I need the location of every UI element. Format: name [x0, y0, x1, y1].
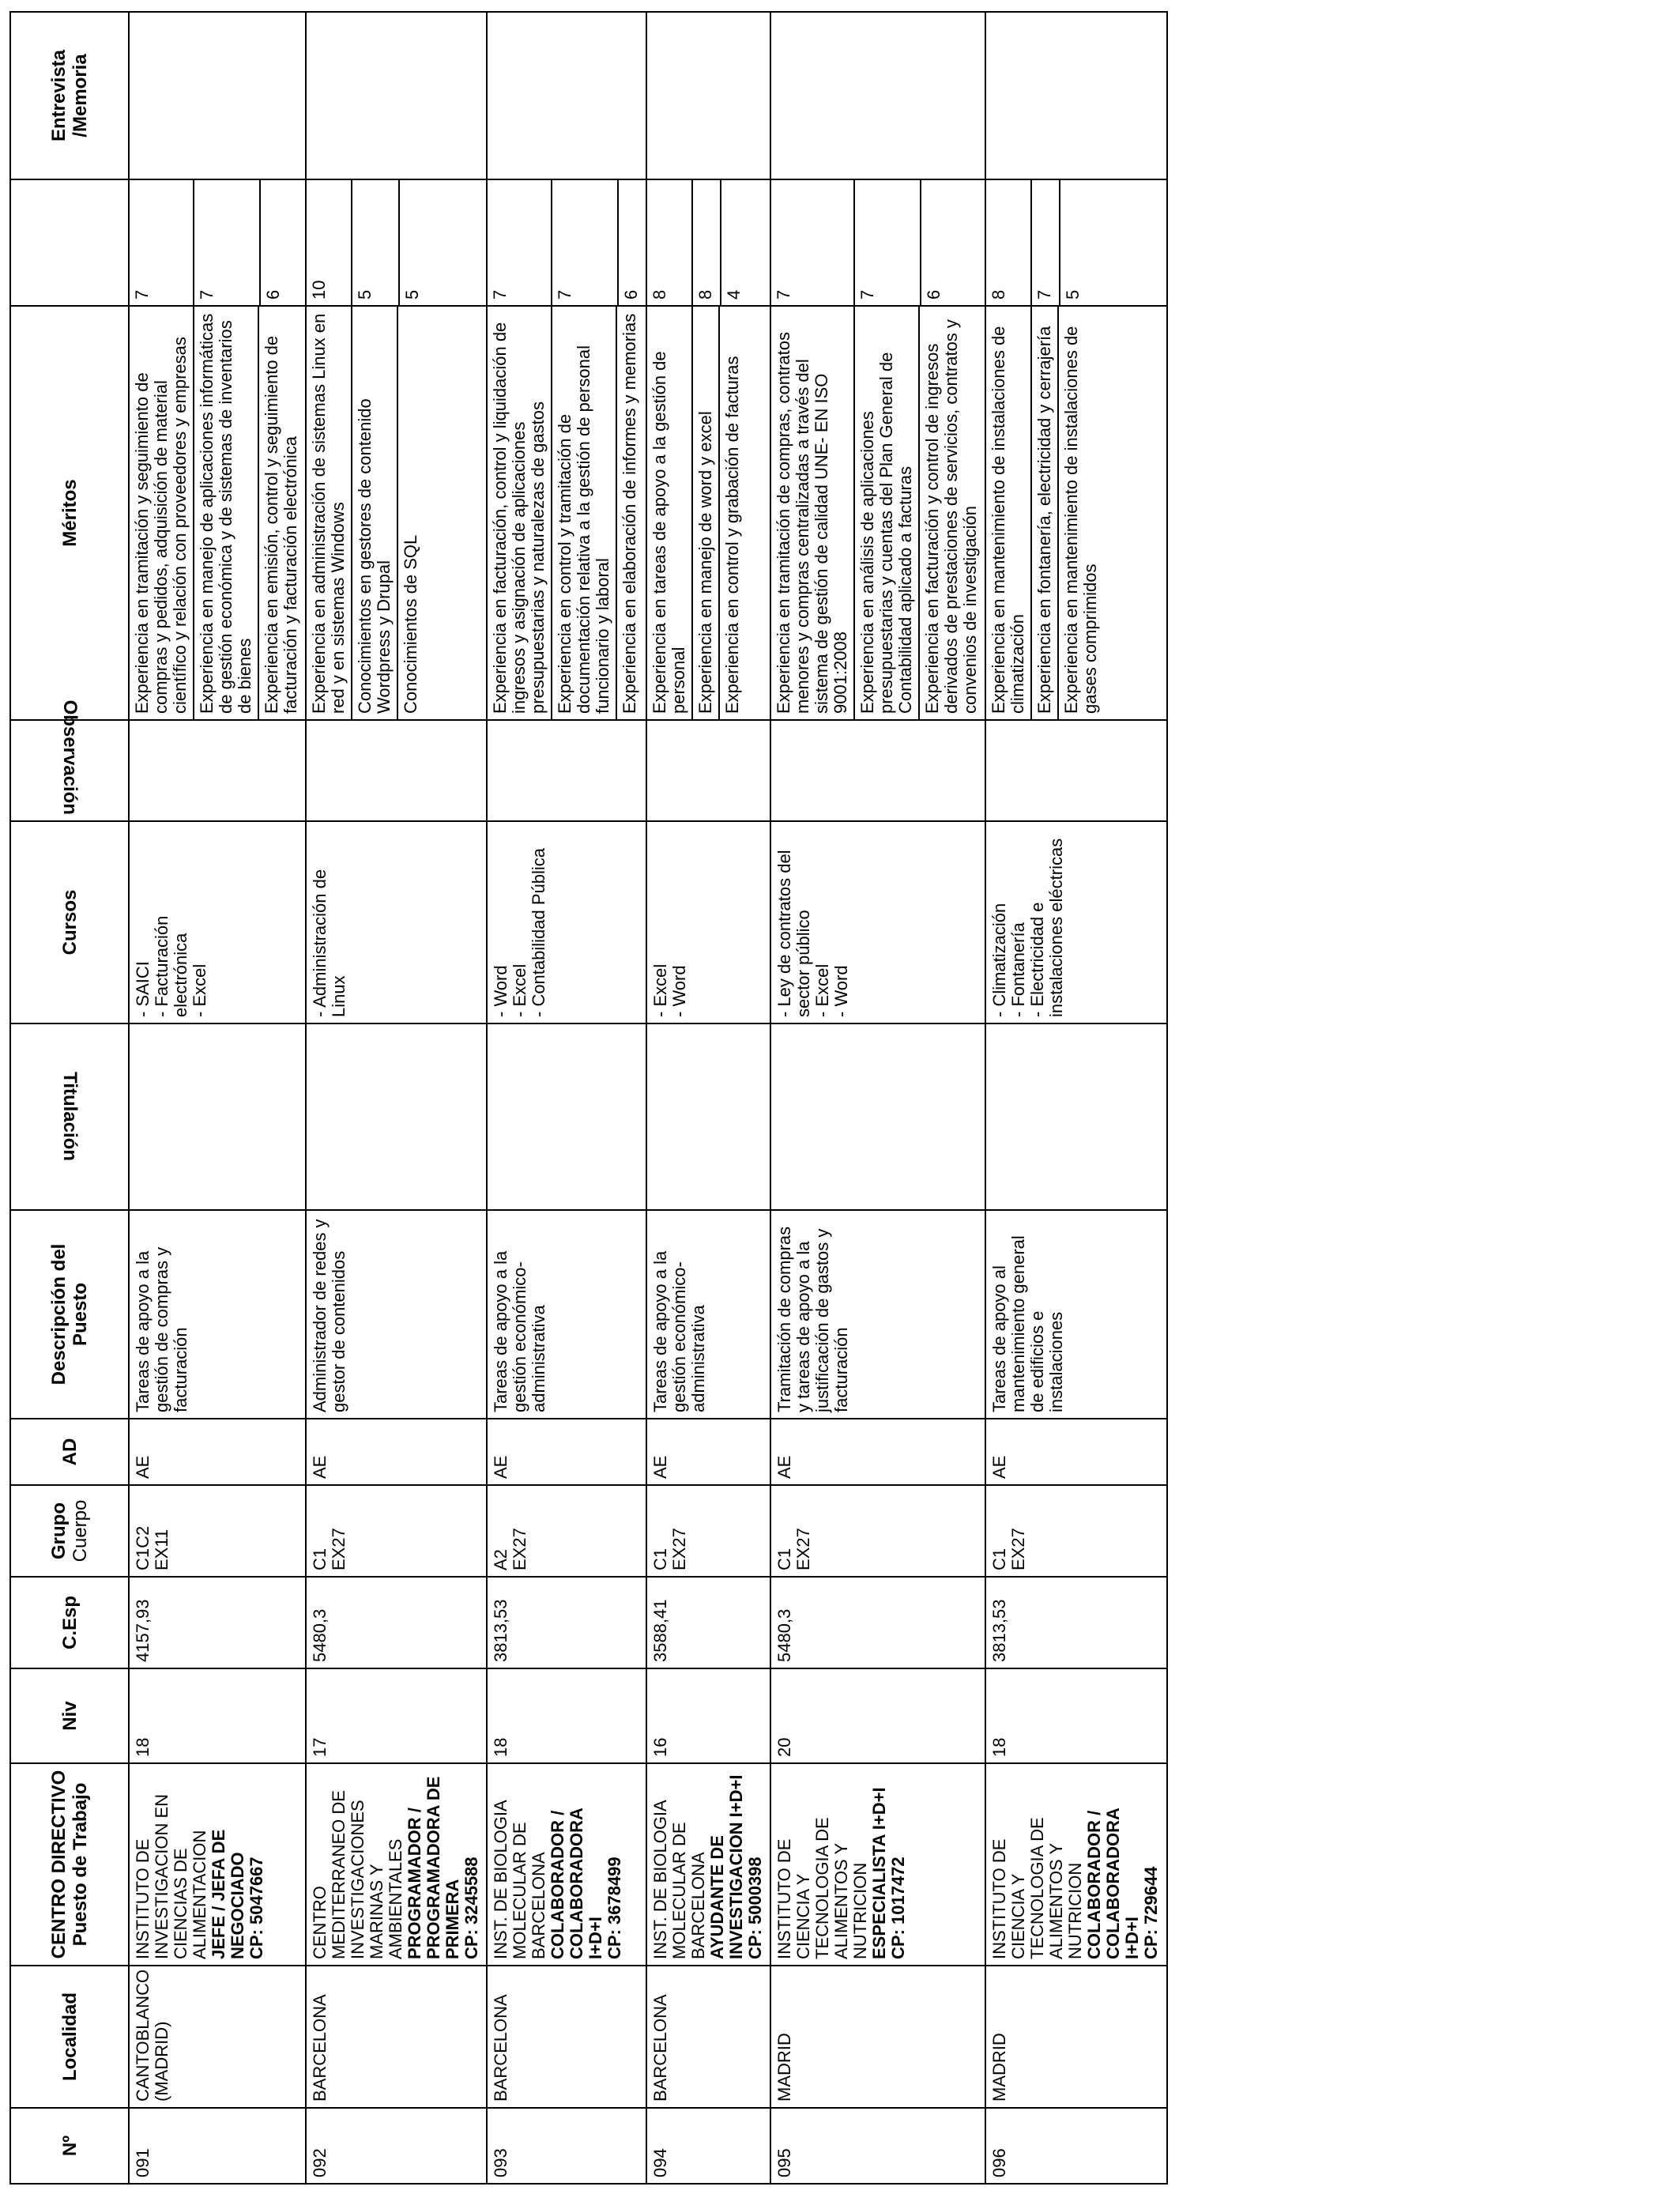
row-entrevista: [770, 12, 985, 179]
merito-item: Experiencia en control y grabación de facturas: [718, 307, 770, 719]
header-grupo-title: Grupo: [48, 1502, 70, 1559]
table-row: [770, 12, 985, 2184]
header-localidad: Localidad: [10, 1966, 129, 2108]
cuerpo-value: EX27: [793, 1528, 814, 1570]
header-centro-title: CENTRO DIRECTIVO: [48, 1770, 70, 1959]
row-puntos: [985, 179, 1167, 306]
table-row: [306, 12, 488, 2184]
header-observacion-label: Observación: [58, 699, 81, 815]
row-nivel: 18: [129, 1668, 306, 1763]
row-localidad: BARCELONA: [306, 1966, 488, 2108]
row-observacion: [646, 720, 770, 821]
merito-points: 5: [351, 180, 398, 305]
row-complemento: 3813,53: [985, 1577, 1167, 1668]
merito-points: 7: [490, 289, 510, 300]
row-entrevista: [129, 12, 306, 179]
merito-item: Experiencia en administración de sistemas Linux en red y en sistemas Windows: [308, 313, 348, 714]
header-entrevista: Entrevista /Memoria: [10, 12, 129, 179]
row-complemento: 3588,41: [646, 1577, 770, 1668]
puntos-list: [986, 180, 1166, 305]
row-grupo: [487, 1485, 646, 1577]
row-observacion: [129, 720, 306, 821]
row-ad: AE: [985, 1419, 1167, 1485]
meritos-list: [647, 307, 770, 719]
merito-item: Experiencia en elaboración de informes y memorias: [616, 307, 646, 719]
curso-item: - Word: [831, 965, 852, 1017]
cp-code: CP: 5047667: [247, 1857, 266, 1959]
header-num: Nº: [10, 2108, 129, 2184]
table-row: [487, 12, 646, 2184]
header-grupo-sub: Cuerpo: [70, 1499, 91, 1563]
header-pts: [10, 179, 129, 306]
puntos-list: [307, 180, 487, 305]
row-centro: [770, 1763, 985, 1966]
row-centro: [306, 1763, 488, 1966]
header-centro-sub: Puesto de Trabajo: [70, 1782, 91, 1947]
centro-name: INST. DE BIOLOGIA MOLECULAR DE BARCELONA: [491, 1800, 549, 1959]
merito-points: 7: [193, 180, 259, 305]
cuerpo-value: EX27: [328, 1528, 348, 1570]
curso-item: - Electricidad e instalaciones eléctricas: [1027, 838, 1067, 1017]
merito-points: 6: [259, 180, 305, 305]
row-titulacion: [770, 1023, 985, 1210]
row-meritos: [985, 306, 1167, 720]
row-grupo: [306, 1485, 488, 1577]
header-centro: [10, 1763, 129, 1966]
row-puntos: [487, 179, 646, 306]
merito-item: Experiencia en facturación y control de ingresos derivados de prestaciones de servicios, contratos y convenios de investigación: [918, 307, 985, 719]
merito-points: 5: [398, 180, 487, 305]
centro-name: INSTITUTO DE CIENCIA Y TECNOLOGIA DE ALIMENTOS Y NUTRICION: [989, 1817, 1086, 1959]
merito-item: Experiencia en fontanería, electricidad y cerrajería: [1030, 307, 1057, 719]
cp-code: CP: 5000398: [744, 1857, 765, 1959]
puesto-name: COLABORADOR / COLABORADORA I+D+I: [1084, 1808, 1143, 1959]
centro-name: INST. DE BIOLOGIA MOLECULAR DE BARCELONA: [650, 1800, 708, 1959]
header-titulacion: [10, 1023, 129, 1210]
row-localidad: BARCELONA: [646, 1966, 770, 2108]
meritos-list: [130, 307, 305, 719]
meritos-list: [771, 307, 985, 719]
row-localidad: CANTOBLANCO (MADRID): [129, 1966, 306, 2108]
row-entrevista: [487, 12, 646, 179]
cp-code: CP: 3678499: [605, 1857, 625, 1959]
row-number: 092: [306, 2108, 488, 2184]
merito-points: 7: [1030, 180, 1059, 305]
row-observacion: [770, 720, 985, 821]
row-meritos: [306, 306, 488, 720]
centro-name: INSTITUTO DE INVESTIGACION EN CIENCIAS DE ALIMENTACION: [133, 1793, 209, 1959]
cuerpo-value: EX11: [152, 1529, 171, 1570]
meritos-list: [986, 307, 1166, 719]
merito-points: 8: [649, 289, 669, 300]
header-grupo: [10, 1485, 129, 1577]
merito-item: Experiencia en emisión, control y seguimiento de facturación y facturación electrónica: [258, 307, 305, 719]
row-observacion: [487, 720, 646, 821]
puesto-name: COLABORADOR / COLABORADORA I+D+I: [548, 1808, 606, 1959]
puesto-name: PROGRAMADOR / PROGRAMADORA DE PRIMERA: [404, 1776, 462, 1959]
merito-points: 7: [774, 289, 794, 300]
row-grupo: [129, 1485, 306, 1577]
centro-name: INSTITUTO DE CIENCIA Y TECNOLOGIA DE ALIMENTOS Y NUTRICION: [774, 1817, 871, 1959]
table-row: [129, 12, 306, 2184]
row-meritos: [770, 306, 985, 720]
merito-item: Experiencia en tramitación de compras, contratos menores y compras centralizadas a través del sistema de gestión de calidad UNE- EN ISO 9001:2008: [774, 331, 851, 714]
row-nivel: 18: [985, 1668, 1167, 1763]
puesto-name: JEFE / JEFA DE NEGOCIADO: [209, 1829, 247, 1959]
row-localidad: MADRID: [770, 1966, 985, 2108]
row-nivel: 17: [306, 1668, 488, 1763]
centro-name: CENTRO MEDITERRANEO DE INVESTIGACIONES MARINAS Y AMBIENTALES: [309, 1790, 405, 1959]
merito-points: 8: [989, 289, 1009, 300]
puesto-name: ESPECIALISTA I+D+I: [869, 1787, 890, 1959]
cp-code: CP: 3245588: [461, 1857, 481, 1959]
merito-points: 4: [720, 180, 770, 305]
row-cursos: [306, 821, 488, 1023]
meritos-list: [307, 307, 487, 719]
curso-item: - Fontanería: [1008, 922, 1029, 1017]
row-puntos: [646, 179, 770, 306]
row-entrevista: [646, 12, 770, 179]
merito-item: Experiencia en análisis de aplicaciones presupuestarias y cuentas del Plan General de Contabilidad aplicado a facturas: [853, 307, 918, 719]
row-grupo: [770, 1485, 985, 1577]
puntos-list: [130, 180, 305, 305]
row-descripcion: Tareas de apoyo a la gestión económico-administrativa: [646, 1210, 770, 1419]
header-cursos: Cursos: [10, 821, 129, 1023]
cuerpo-value: EX27: [669, 1528, 689, 1570]
merito-item: Experiencia en tramitación y seguimiento de compras y pedidos, adquisición de material científico y relación con proveedores y empresas: [132, 337, 190, 714]
header-ad: AD: [10, 1419, 129, 1485]
merito-item: Experiencia en mantenimiento de instalaciones de gases comprimidos: [1057, 307, 1166, 719]
row-ad: AE: [306, 1419, 488, 1485]
row-number: 095: [770, 2108, 985, 2184]
merito-item: Experiencia en manejo de word y excel: [691, 307, 718, 719]
merito-points: 6: [920, 180, 985, 305]
cp-code: CP: 1017472: [888, 1857, 909, 1959]
row-cursos: [129, 821, 306, 1023]
row-number: 091: [129, 2108, 306, 2184]
merito-item: Experiencia en manejo de aplicaciones informáticas de gestión económica y de sistemas de inventarios de bienes: [193, 307, 258, 719]
row-complemento: 3813,53: [487, 1577, 646, 1668]
row-puntos: [306, 179, 488, 306]
merito-item: Experiencia en control y tramitación de documentación relativa a la gestión de personal funcionario y laboral: [551, 307, 616, 719]
row-grupo: [985, 1485, 1167, 1577]
row-nivel: 20: [770, 1668, 985, 1763]
grupo-value: C1C2: [133, 1525, 153, 1570]
curso-item: - Excel: [510, 963, 530, 1017]
row-titulacion: [985, 1023, 1167, 1210]
header-observacion: [10, 699, 129, 821]
row-cursos: [487, 821, 646, 1023]
puntos-list: [647, 180, 770, 305]
row-descripcion: Tareas de apoyo a la gestión de compras y facturación: [129, 1210, 306, 1419]
table-row: [985, 12, 1167, 2184]
job-positions-table: [9, 11, 1168, 2185]
row-observacion: [985, 720, 1167, 821]
row-puntos: [129, 179, 306, 306]
row-descripcion: Tareas de apoyo a la gestión económico-administrativa: [487, 1210, 646, 1419]
merito-item: Experiencia en mantenimiento de instalaciones de climatización: [989, 326, 1028, 714]
curso-item: - Contabilidad Pública: [529, 847, 549, 1017]
curso-item: - Climatización: [989, 903, 1010, 1017]
merito-item: Conocimientos de SQL: [397, 307, 487, 719]
header-cesp: C.Esp: [10, 1577, 129, 1668]
curso-item: - Word: [491, 965, 511, 1017]
row-localidad: BARCELONA: [487, 1966, 646, 2108]
curso-item: - Word: [669, 965, 689, 1017]
row-centro: [646, 1763, 770, 1966]
row-entrevista: [306, 12, 488, 179]
merito-points: 10: [308, 280, 329, 300]
row-ad: AE: [646, 1419, 770, 1485]
curso-item: - Facturación electrónica: [152, 915, 190, 1017]
grupo-value: C1: [774, 1547, 795, 1570]
curso-item: - Ley de contratos del sector público: [774, 850, 814, 1017]
curso-item: - SAICI: [133, 961, 153, 1017]
row-complemento: 4157,93: [129, 1577, 306, 1668]
merito-points: 7: [132, 289, 152, 300]
merito-item: Conocimientos en gestores de contenido Wordpress y Drupal: [351, 307, 397, 719]
row-centro: [129, 1763, 306, 1966]
row-titulacion: [646, 1023, 770, 1210]
row-number: 093: [487, 2108, 646, 2184]
merito-item: Experiencia en facturación, control y liquidación de ingresos y asignación de aplicaciones presupuestarias y naturalezas de gastos: [490, 322, 548, 714]
row-ad: AE: [487, 1419, 646, 1485]
row-titulacion: [487, 1023, 646, 1210]
merito-points: 6: [617, 180, 646, 305]
row-cursos: [646, 821, 770, 1023]
row-cursos: [985, 821, 1167, 1023]
header-meritos: Méritos: [10, 306, 129, 720]
row-meritos: [487, 306, 646, 720]
grupo-value: C1: [309, 1547, 330, 1570]
table-row: [646, 12, 770, 2184]
merito-points: 7: [551, 180, 617, 305]
row-localidad: MADRID: [985, 1966, 1167, 2108]
row-centro: [985, 1763, 1167, 1966]
row-ad: AE: [770, 1419, 985, 1485]
cp-code: CP: 729644: [1141, 1866, 1162, 1959]
header-descripcion: Descripción del Puesto: [10, 1210, 129, 1419]
row-titulacion: [129, 1023, 306, 1210]
row-descripcion: Tareas de apoyo al mantenimiento general de edificios e instalaciones: [985, 1210, 1167, 1419]
curso-item: - Excel: [650, 963, 670, 1017]
puesto-name: AYUDANTE DE INVESTIGACION I+D+I: [706, 1774, 746, 1959]
row-meritos: [129, 306, 306, 720]
header-niv: Niv: [10, 1668, 129, 1763]
row-meritos: [646, 306, 770, 720]
row-centro: [487, 1763, 646, 1966]
row-cursos: [770, 821, 985, 1023]
curso-item: - Excel: [190, 963, 209, 1017]
row-complemento: 5480,3: [770, 1577, 985, 1668]
row-ad: AE: [129, 1419, 306, 1485]
merito-points: 8: [691, 180, 720, 305]
table-header-row: [10, 12, 129, 2184]
row-nivel: 16: [646, 1668, 770, 1763]
merito-points: 5: [1059, 180, 1166, 305]
row-number: 096: [985, 2108, 1167, 2184]
cuerpo-value: EX27: [1008, 1528, 1029, 1570]
row-descripcion: Tramitación de compras y tareas de apoyo a la justificación de gastos y facturación: [770, 1210, 985, 1419]
cuerpo-value: EX27: [510, 1528, 530, 1570]
puntos-list: [488, 180, 646, 305]
row-nivel: 18: [487, 1668, 646, 1763]
curso-item: - Administración de Linux: [309, 869, 348, 1017]
merito-points: 7: [853, 180, 920, 305]
grupo-value: C1: [989, 1547, 1010, 1570]
puntos-list: [771, 180, 985, 305]
header-titulacion-label: Titulación: [58, 1072, 81, 1162]
row-observacion: [306, 720, 488, 821]
row-titulacion: [306, 1023, 488, 1210]
grupo-value: A2: [491, 1549, 511, 1570]
grupo-value: C1: [650, 1547, 670, 1570]
row-puntos: [770, 179, 985, 306]
meritos-list: [488, 307, 646, 719]
curso-item: - Excel: [812, 963, 833, 1017]
row-grupo: [646, 1485, 770, 1577]
row-descripcion: Administrador de redes y gestor de contenidos: [306, 1210, 488, 1419]
row-entrevista: [985, 12, 1167, 179]
row-number: 094: [646, 2108, 770, 2184]
row-complemento: 5480,3: [306, 1577, 488, 1668]
merito-item: Experiencia en tareas de apoyo a la gestión de personal: [649, 351, 688, 714]
